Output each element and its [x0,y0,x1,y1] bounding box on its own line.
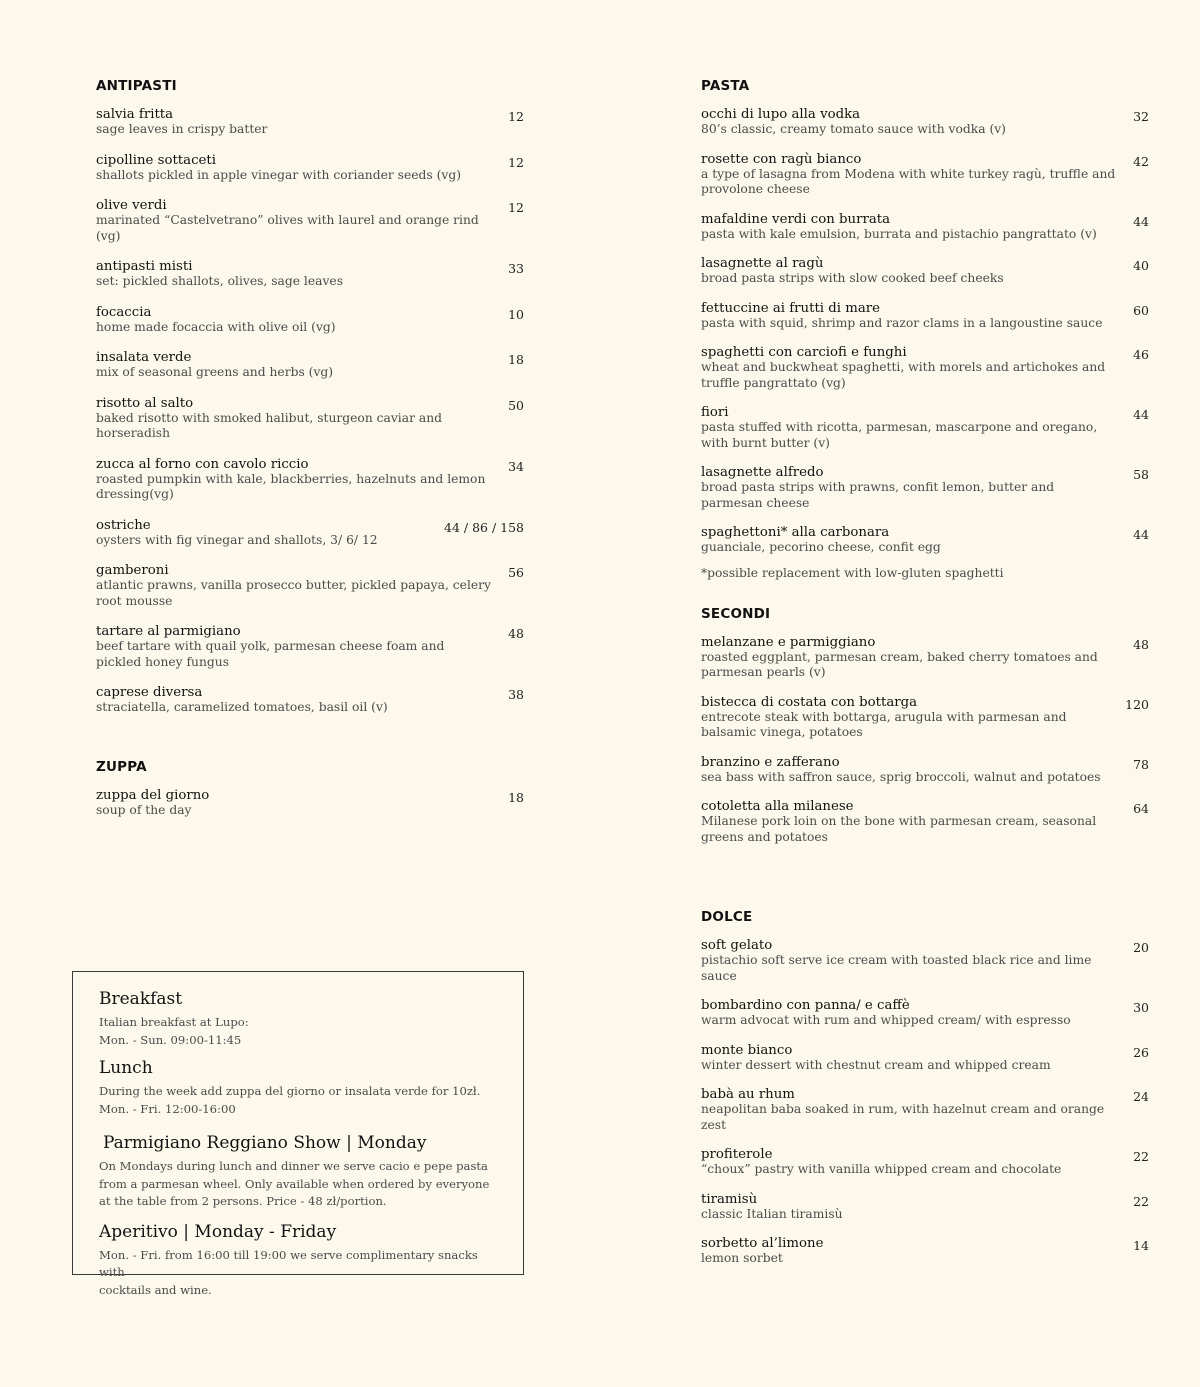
menu-item-text [96,563,508,609]
info-parmigiano-line: On Mondays during lunch and dinner we serve cacio e pepe pasta [99,1159,488,1173]
info-breakfast-line: Mon. - Sun. 09:00-11:45 [99,1032,242,1047]
menu-item-name: salvia fritta [96,107,174,122]
menu-item-description: a type of lasagna from Modena with white turkey ragù, truffle and provolone cheese [701,166,1116,196]
menu-item-description: straciatella, caramelized tomatoes, basil oil (v) [96,700,388,714]
menu-item-name: cipolline sottaceti [96,152,216,168]
info-breakfast-title: Breakfast [99,989,183,1009]
menu-item-text [701,799,1133,845]
menu-item [701,345,1149,391]
menu-item [701,799,1149,845]
menu-item [701,938,1149,984]
menu-item-text [701,525,1133,556]
menu-item-text [96,624,508,670]
menu-item [701,525,1149,556]
menu-item-name: antipasti misti [96,259,193,274]
menu-item-name: spaghettoni* alla carbonara [701,525,890,540]
menu-item [701,1192,1149,1223]
menu-item-name: bombardino con panna/ e caffè [701,998,910,1013]
menu-item-description: sage leaves in crispy batter [96,122,268,136]
menu-item-name: bistecca di costata con bottarga [701,694,918,710]
menu-item-description: winter dessert with chestnut cream and whipped cream [701,1057,1051,1072]
menu-item-text [96,153,508,184]
menu-item [96,259,524,290]
menu-item-description: classic Italian tiramisù [701,1206,843,1221]
menu-item-text [96,518,444,549]
info-parmigiano-title: Parmigiano Reggiano Show | Monday [103,1133,427,1153]
menu-item [96,518,524,549]
menu-item-price: 50 [508,397,524,413]
menu-item-text [96,198,508,244]
menu-item [701,107,1149,138]
menu-item-price: 44 [1133,527,1149,542]
menu-item [96,107,524,138]
menu-item [701,212,1149,243]
info-parmigiano-line: at the table from 2 persons. Price - 48 zł/portion. [99,1194,387,1208]
menu-item-text [701,1192,1133,1223]
section-title-dolce: DOLCE [701,909,753,925]
menu-item-text [96,259,508,290]
menu-item-description: lemon sorbet [701,1251,783,1265]
menu-item-text [701,1043,1133,1074]
menu-item [701,1236,1149,1267]
menu-item-price: 22 [1133,1149,1149,1164]
menu-item-price: 48 [1133,636,1149,652]
menu-item [701,301,1149,332]
menu-item-text [701,212,1133,243]
info-breakfast-line: Italian breakfast at Lupo: [99,1015,249,1029]
menu-item-description: sea bass with saffron sauce, sprig broccoli, walnut and potatoes [701,769,1101,784]
menu-item-text [701,465,1133,511]
menu-item-name: caprese diversa [96,685,203,700]
menu-item-name: fettuccine ai frutti di mare [701,300,881,316]
menu-item-price: 78 [1133,756,1149,772]
menu-item-text [96,396,508,442]
menu-item [701,998,1149,1029]
section-title-pasta: PASTA [701,78,750,94]
info-lunch-line: During the week add zuppa del giorno or insalata verde for 10zł. [99,1084,481,1098]
menu-item-price: 12 [508,154,524,170]
menu-item-price: 46 [1133,347,1149,362]
menu-item [96,685,524,716]
menu-item-text [96,788,508,819]
menu-item-text [701,938,1133,984]
menu-item-price: 18 [508,789,524,805]
info-aperitivo-line: Mon. - Fri. from 16:00 till 19:00 we serve complimentary snacks with [99,1247,478,1279]
menu-item-text [701,107,1133,138]
menu-item-price: 14 [1133,1238,1149,1253]
menu-item-price: 60 [1133,302,1149,318]
menu-item-text [96,350,508,381]
menu-item-price: 38 [508,687,524,702]
menu-item-name: mafaldine verdi con burrata [701,211,891,227]
menu-item-description: soup of the day [96,802,192,817]
info-box [72,971,524,1297]
menu-item [96,305,524,336]
menu-item-description: broad pasta strips with prawns, confit lemon, butter and parmesan cheese [701,480,1055,510]
menu-item-description: atlantic prawns, vanilla prosecco butter, pickled papaya, celery root mousse [96,578,491,608]
zuppa-list [96,788,524,819]
menu-item [701,695,1149,741]
menu-item-price: 44 / 86 / 158 [444,519,524,535]
menu-item-price: 64 [1133,801,1149,816]
menu-item [701,1147,1149,1178]
menu-item [701,256,1149,287]
info-aperitivo [99,1221,499,1300]
menu-item-description: marinated “Castelvetrano” olives with laurel and orange rind (vg) [96,213,479,243]
menu-item-description: neapolitan baba soaked in rum, with hazelnut cream and orange zest [701,1102,1105,1132]
dolce-list [701,938,1149,1267]
menu-item-name: lasagnette al ragù [701,256,824,271]
menu-item-name: rosette con ragù bianco [701,151,862,167]
menu-item-description: set: pickled shallots, olives, sage leaves [96,274,344,288]
menu-item [96,153,524,184]
menu-item-description: home made focaccia with olive oil (vg) [96,319,336,334]
menu-item [96,624,524,670]
menu-item-name: gamberoni [96,563,169,578]
menu-item [701,152,1149,198]
menu-item-name: melanzane e parmiggiano [701,634,876,650]
menu-item-description: pasta with kale emulsion, burrata and pistachio pangrattato (v) [701,226,1097,241]
menu-item-name: insalata verde [96,350,192,365]
menu-item-text [701,256,1133,287]
left-column [96,78,524,833]
menu-item-price: 56 [508,565,524,580]
antipasti-list [96,107,524,716]
menu-item-price: 12 [508,200,524,215]
menu-item-name: olive verdi [96,198,167,213]
menu-item-description: 80’s classic, creamy tomato sauce with vodka (v) [701,122,1006,136]
menu-item-text [96,457,508,503]
menu-item-text [701,1236,1133,1267]
menu-item-description: entrecote steak with bottarga, arugula with parmesan and balsamic vinega, potatoes [701,709,1067,739]
pasta-list [701,107,1149,556]
menu-item-text [96,305,508,336]
menu-item-name: sorbetto al’limone [701,1236,824,1251]
menu-item-price: 20 [1133,940,1149,955]
menu-item-price: 42 [1133,153,1149,169]
menu-item [96,788,524,819]
menu-item-name: fiori [701,405,729,420]
menu-item-price: 40 [1133,258,1149,273]
menu-item-description: beef tartare with quail yolk, parmesan cheese foam and pickled honey fungus [96,639,445,669]
menu-item-name: zuppa del giorno [96,787,210,803]
info-parmigiano-line: from a parmesan wheel. Only available when ordered by everyone [99,1176,490,1191]
info-breakfast [99,988,499,1049]
menu-item [96,350,524,381]
menu-item-name: spaghetti con carciofi e funghi [701,345,907,360]
menu-item-price: 44 [1133,407,1149,422]
menu-item-name: soft gelato [701,938,773,953]
section-title-secondi: SECONDI [701,605,771,622]
menu-item-description: pasta stuffed with ricotta, parmesan, mascarpone and oregano, with burnt butter (v) [701,420,1098,450]
menu-item-description: broad pasta strips with slow cooked beef cheeks [701,271,1004,285]
menu-item-text [701,998,1133,1029]
menu-item [701,465,1149,511]
menu-item-description: pasta with squid, shrimp and razor clams in a langoustine sauce [701,315,1103,330]
menu-item-name: monte bianco [701,1042,793,1058]
menu-item-description: “choux” pastry with vanilla whipped cream and chocolate [701,1162,1062,1176]
menu-item-text [96,685,508,716]
section-title-zuppa: ZUPPA [96,758,147,775]
menu-item-text [96,107,508,138]
secondi-list [701,635,1149,846]
menu-item-text [701,152,1133,198]
menu-item [701,1087,1149,1133]
menu-item-price: 18 [508,352,524,367]
info-parmigiano [99,1132,499,1211]
menu-item-name: profiterole [701,1147,773,1162]
menu-item-name: tartare al parmigiano [96,624,241,639]
menu-item-name: zucca al forno con cavolo riccio [96,456,309,472]
menu-item-price: 12 [508,109,524,124]
info-lunch-line: Mon. - Fri. 12:00-16:00 [99,1101,236,1116]
menu-item [701,1043,1149,1074]
info-aperitivo-line: cocktails and wine. [99,1282,212,1297]
menu-item-description: pistachio soft serve ice cream with toasted black rice and lime sauce [701,953,1092,983]
menu-item-name: risotto al salto [96,395,194,411]
menu-item-description: oysters with fig vinegar and shallots, 3/ 6/ 12 [96,532,378,547]
menu-item-name: cotoletta alla milanese [701,799,854,814]
info-lunch [99,1057,499,1118]
menu-item-name: focaccia [96,304,152,320]
menu-item-description: shallots pickled in apple vinegar with coriander seeds (vg) [96,167,462,182]
menu-item-price: 58 [1133,467,1149,482]
menu-item-description: warm advocat with rum and whipped cream/ with espresso [701,1013,1071,1027]
menu-item-description: guanciale, pecorino cheese, confit egg [701,540,941,554]
menu-item-description: Milanese pork loin on the bone with parmesan cream, seasonal greens and potatoes [701,814,1097,844]
menu-item-price: 44 [1133,213,1149,229]
menu-item-description: baked risotto with smoked halibut, sturgeon caviar and horseradish [96,410,442,440]
menu-item-price: 10 [508,306,524,322]
menu-item-description: roasted eggplant, parmesan cream, baked cherry tomatoes and parmesan pearls (v) [701,649,1098,679]
menu-item-description: roasted pumpkin with kale, blackberries, hazelnuts and lemon dressing(vg) [96,471,486,501]
menu-item-price: 32 [1133,109,1149,124]
menu-item-text [701,635,1133,681]
menu-item-price: 34 [508,458,524,474]
menu-item [701,755,1149,786]
menu-item-price: 30 [1133,1000,1149,1015]
menu-item [96,198,524,244]
menu-item [96,563,524,609]
menu-item-text [701,1087,1133,1133]
info-lunch-title: Lunch [99,1058,153,1078]
menu-item-text [701,695,1125,741]
menu-item-price: 22 [1133,1193,1149,1209]
menu-item-name: lasagnette alfredo [701,465,824,480]
menu-item-text [701,1147,1133,1178]
menu-item [701,635,1149,681]
menu-item [96,396,524,442]
menu-item-price: 120 [1125,696,1149,712]
menu-item-description: wheat and buckwheat spaghetti, with morels and artichokes and truffle pangrattato (vg) [701,360,1106,390]
info-aperitivo-title: Aperitivo | Monday - Friday [99,1221,337,1242]
section-title-antipasti: ANTIPASTI [96,78,177,94]
menu-item-text [701,755,1133,786]
right-column [701,78,1149,1281]
menu-item [701,405,1149,451]
menu-item-price: 24 [1133,1089,1149,1104]
menu-item-name: tiramisù [701,1191,758,1207]
menu-item-text [701,405,1133,451]
menu-item-price: 26 [1133,1044,1149,1060]
pasta-note: *possible replacement with low-gluten spaghetti [701,565,1004,580]
menu-item-name: occhi di lupo alla vodka [701,107,861,122]
menu-item-price: 48 [508,626,524,641]
menu-item-text [701,301,1133,332]
menu-item-name: ostriche [96,517,151,533]
menu-item-name: branzino e zafferano [701,754,840,770]
menu-item-name: babà au rhum [701,1087,795,1102]
menu-item-price: 33 [508,261,524,276]
menu-item-description: mix of seasonal greens and herbs (vg) [96,365,334,379]
menu-item [96,457,524,503]
menu-item-text [701,345,1133,391]
